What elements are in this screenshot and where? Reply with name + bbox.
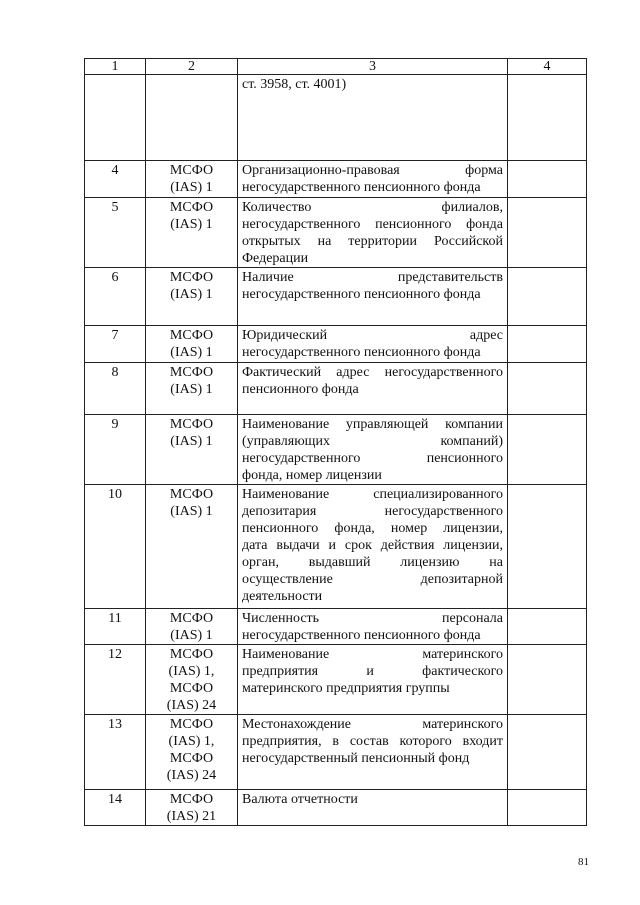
- description-cell: [238, 161, 508, 198]
- standard-code-line: (IAS) 1: [170, 287, 213, 302]
- description-line: Местонахождение материнского: [242, 717, 503, 732]
- description-line: Валюта отчетности: [242, 792, 358, 807]
- standard-code-line: МСФО: [169, 487, 214, 502]
- row-number-cell: 7: [85, 326, 146, 363]
- standard-code-cell: [146, 198, 238, 268]
- notes-cell: [508, 75, 587, 161]
- page-number: 81: [578, 856, 589, 868]
- standard-code-cell: [146, 645, 238, 715]
- row-number-cell: 8: [85, 363, 146, 415]
- row-number-cell: 6: [85, 268, 146, 326]
- standard-code-line: (IAS) 1,: [168, 664, 215, 679]
- standard-code-line: МСФО: [169, 611, 214, 626]
- description-line: дата выдачи и срок действия лицензии,: [242, 538, 503, 553]
- standard-code-line: (IAS) 1: [170, 217, 213, 232]
- standard-code-line: МСФО: [169, 751, 214, 766]
- standard-code-cell: [146, 415, 238, 485]
- description-line: Численность персонала: [242, 611, 503, 626]
- standard-code-line: (IAS) 1: [170, 504, 213, 519]
- notes-cell: [508, 198, 587, 268]
- standard-code-cell: [146, 715, 238, 790]
- description-cell: [238, 363, 508, 415]
- description-line: Наименование специализированного: [242, 487, 503, 502]
- row-number-cell: 5: [85, 198, 146, 268]
- table-row: [85, 161, 587, 198]
- row-number-cell: 12: [85, 645, 146, 715]
- standard-code-line: МСФО: [169, 417, 214, 432]
- notes-cell: [508, 790, 587, 826]
- table-row: [85, 268, 587, 326]
- description-line: пенсионного фонда, номер лицензии,: [242, 521, 503, 536]
- description-line: Наличие представительств: [242, 270, 503, 285]
- standard-code-line: МСФО: [169, 717, 214, 732]
- description-line: фонда, номер лицензии: [242, 468, 382, 483]
- description-line: предприятия, в состав которого входит: [242, 734, 503, 749]
- row-number-cell: [85, 75, 146, 161]
- standard-code-line: (IAS) 24: [166, 768, 217, 783]
- notes-cell: [508, 415, 587, 485]
- row-number-cell: 14: [85, 790, 146, 826]
- notes-cell: [508, 485, 587, 609]
- description-line: негосударственного пенсионного фонда: [242, 628, 481, 643]
- description-line: негосударственного пенсионного фонда: [242, 287, 481, 302]
- notes-cell: [508, 609, 587, 645]
- description-cell: [238, 75, 508, 161]
- standard-code-line: (IAS) 1: [170, 382, 213, 397]
- description-cell: [238, 326, 508, 363]
- standard-code-line: (IAS) 1: [170, 628, 213, 643]
- standard-code-line: (IAS) 1: [170, 180, 213, 195]
- row-number-cell: 9: [85, 415, 146, 485]
- row-number-cell: 4: [85, 161, 146, 198]
- notes-cell: [508, 715, 587, 790]
- standard-code-line: МСФО: [169, 681, 214, 696]
- description-line: Количество филиалов,: [242, 200, 503, 215]
- description-cell: [238, 198, 508, 268]
- standard-code-line: (IAS) 21: [166, 809, 217, 824]
- row-number-cell: 11: [85, 609, 146, 645]
- description-line: осуществление депозитарной: [242, 572, 503, 587]
- description-line: негосударственного пенсионного фонда: [242, 345, 481, 360]
- row-number-cell: 10: [85, 485, 146, 609]
- description-cell: [238, 485, 508, 609]
- notes-cell: [508, 161, 587, 198]
- description-line: Организационно-правовая форма: [242, 163, 503, 178]
- table-row: [85, 715, 587, 790]
- standard-code-cell: [146, 75, 238, 161]
- requirements-table: [84, 58, 587, 826]
- description-cell: [238, 645, 508, 715]
- description-line: Наименование управляющей компании: [242, 417, 503, 432]
- standard-code-line: МСФО: [169, 270, 214, 285]
- description-line: негосударственного пенсионного фонда: [242, 180, 481, 195]
- description-line: ст. 3958, ст. 4001): [242, 77, 347, 92]
- standard-code-line: (IAS) 24: [166, 698, 217, 713]
- description-line: Федерации: [242, 251, 309, 266]
- column-header-4: 4: [508, 59, 587, 75]
- description-line: негосударственного пенсионного фонда: [242, 217, 503, 232]
- description-line: (управляющих компаний): [242, 434, 503, 449]
- notes-cell: [508, 645, 587, 715]
- standard-code-cell: [146, 268, 238, 326]
- table-row: [85, 326, 587, 363]
- table-row: [85, 415, 587, 485]
- standard-code-line: (IAS) 1: [170, 434, 213, 449]
- standard-code-line: (IAS) 1,: [168, 734, 215, 749]
- standard-code-cell: [146, 161, 238, 198]
- table-row: [85, 609, 587, 645]
- standard-code-line: МСФО: [169, 328, 214, 343]
- description-line: негосударственного пенсионного: [242, 451, 503, 466]
- description-line: предприятия и фактического: [242, 664, 503, 679]
- description-line: Юридический адрес: [242, 328, 503, 343]
- description-line: пенсионного фонда: [242, 382, 359, 397]
- standard-code-line: МСФО: [169, 647, 214, 662]
- standard-code-line: МСФО: [169, 163, 214, 178]
- table-row: [85, 790, 587, 826]
- standard-code-cell: [146, 485, 238, 609]
- description-line: деятельности: [242, 589, 323, 604]
- row-number-cell: 13: [85, 715, 146, 790]
- description-cell: [238, 715, 508, 790]
- description-line: открытых на территории Российской: [242, 234, 503, 249]
- standard-code-cell: [146, 609, 238, 645]
- table-header-row: [85, 59, 587, 75]
- description-cell: [238, 790, 508, 826]
- table-row: [85, 645, 587, 715]
- description-cell: [238, 415, 508, 485]
- notes-cell: [508, 326, 587, 363]
- description-line: Фактический адрес негосударственного: [242, 365, 503, 380]
- description-line: депозитария негосударственного: [242, 504, 503, 519]
- table-row: [85, 198, 587, 268]
- column-header-3: 3: [238, 59, 508, 75]
- table-row: [85, 485, 587, 609]
- table-row: [85, 363, 587, 415]
- standard-code-cell: [146, 326, 238, 363]
- standard-code-cell: [146, 363, 238, 415]
- description-cell: [238, 268, 508, 326]
- standard-code-line: (IAS) 1: [170, 345, 213, 360]
- standard-code-line: МСФО: [169, 792, 214, 807]
- description-line: негосударственный пенсионный фонд: [242, 751, 470, 766]
- notes-cell: [508, 363, 587, 415]
- standard-code-cell: [146, 790, 238, 826]
- standard-code-line: МСФО: [169, 365, 214, 380]
- description-line: орган, выдавший лицензию на: [242, 555, 503, 570]
- standard-code-line: МСФО: [169, 200, 214, 215]
- column-header-2: 2: [146, 59, 238, 75]
- column-header-1: 1: [85, 59, 146, 75]
- description-line: материнского предприятия группы: [242, 681, 450, 696]
- description-cell: [238, 609, 508, 645]
- description-line: Наименование материнского: [242, 647, 503, 662]
- notes-cell: [508, 268, 587, 326]
- table-row: [85, 75, 587, 161]
